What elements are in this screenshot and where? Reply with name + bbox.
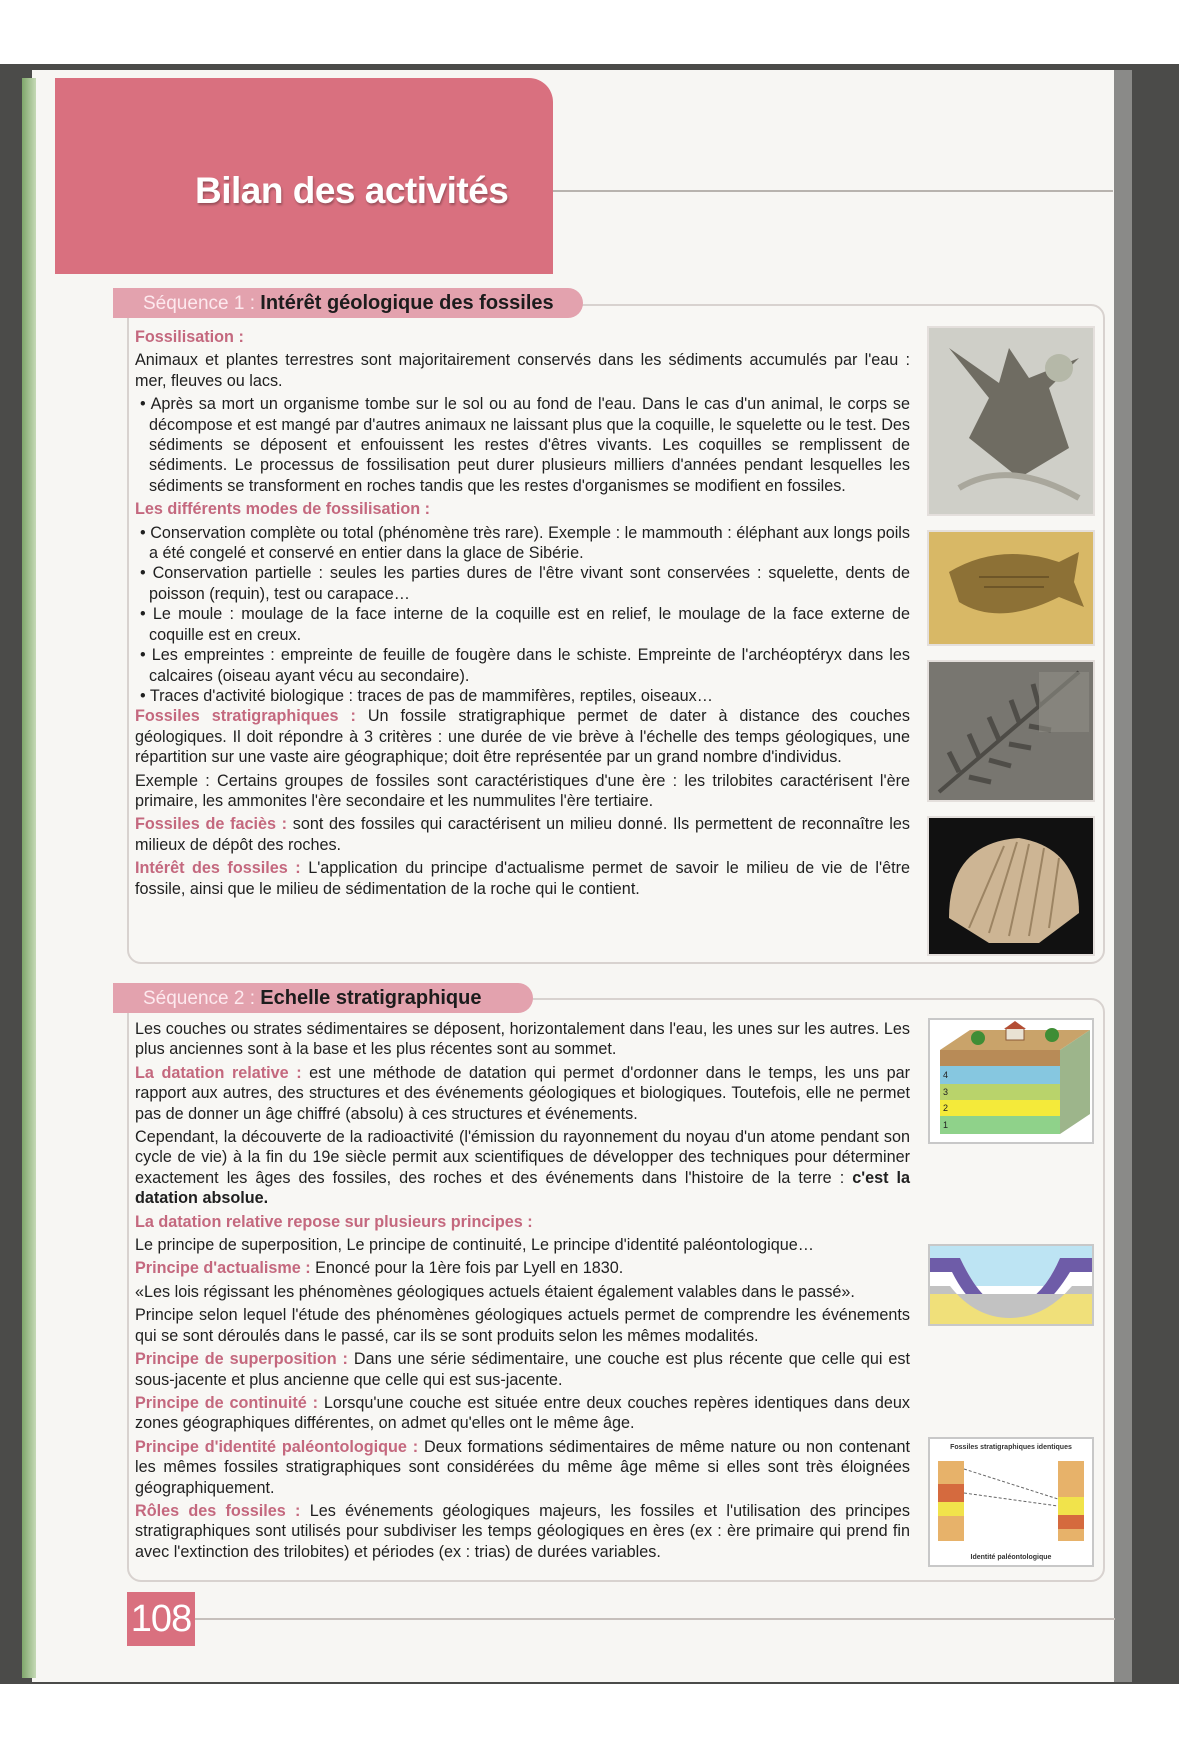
fossilisation-intro: Animaux et plantes terrestres sont majoritairement conservés dans les sédiments accumulés par l'eau : mer, fleuves ou lacs.: [135, 351, 910, 390]
superposition-diagram: [928, 1018, 1094, 1144]
sequence-1-text: [135, 327, 910, 899]
layer-number: 2: [943, 1103, 949, 1113]
page-edge-strip: [22, 78, 36, 1678]
fossilisation-process: • Après sa mort un organisme tombe sur le sol ou au fond de l'eau. Dans le cas d'un animal, le corps se décompose et est mangé par d'autres animaux ne laissant plus que la coquille, le squelette ou le test. Des sédiments se déposent et enfouissent les restes d'êtres vivants. Les coquilles se remplissent de sédiments. Le processus de fossilisation peut durer plusieurs milliers d'années pendant lesquelles les sédiments se transforment en roches tandis que les restes d'organismes se modifient en fossiles.: [140, 395, 910, 495]
fossil-photo-footprint: [927, 326, 1095, 516]
relative-dating: [135, 1063, 910, 1124]
paleontological-identity: [135, 1437, 910, 1498]
strata-intro: Les couches ou strates sédimentaires se déposent, horizontalement dans l'eau, les unes sur les autres. Les plus anciennes sont à la base et les plus récentes sont au sommet.: [135, 1020, 910, 1059]
stratigraphic-fossils-heading: Fossiles stratigraphiques :: [135, 707, 356, 726]
absolute-dating-bold: c'est la datation absolue.: [135, 1168, 910, 1208]
fossil-interest-text: L'application du principe d'actualisme permet de savoir le milieu de vie de l'être fossile, ainsi que le milieu de sédimentation de la roche qui le contient.: [135, 859, 910, 898]
sequence-2-number: Séquence 2 :: [143, 988, 255, 1009]
fossilisation-heading: Fossilisation :: [135, 328, 244, 346]
mode-item: • Les empreintes : empreinte de feuille de fougère dans le schiste. Empreinte de l'archéoptéryx dans les calcaires (oiseau ayant vécu au secondaire).: [140, 646, 910, 685]
page-title: Bilan des activités: [195, 170, 509, 211]
fossil-photo-fern: [927, 660, 1095, 802]
absolute-dating: [135, 1127, 910, 1209]
absolute-dating-text: Cependant, la découverte de la radioactivité (l'émission du rayonnement du noyau d'un atome pendant son cycle de vie) à la fin du 19e siècle permit aux scientifiques de développer des techniques pour déterminer exactement les âges des fossiles, des roches et des événements dans l'histoire de la terre :: [135, 1128, 910, 1187]
layer-number: 3: [943, 1087, 949, 1097]
relative-dating-heading: La datation relative :: [135, 1063, 302, 1082]
fossil-photo-shell: [927, 816, 1095, 956]
fossil-interest: [135, 858, 910, 899]
identity-diagram-caption: Identité paléontologique: [970, 1554, 1052, 1561]
mode-item: • Traces d'activité biologique : traces de pas de mammifères, reptiles, oiseaux…: [140, 686, 713, 705]
superposition-heading: Principe de superposition :: [135, 1350, 348, 1369]
sequence-2-title: Echelle stratigraphique: [260, 987, 482, 1009]
paleontological-identity-text: Deux formations sédimentaires de même nature ou non contenant les mêmes fossiles stratigraphiques sont considérées du même âge même si elles sont très éloignées géographiquement.: [135, 1437, 911, 1497]
actualism-quote: «Les lois régissant les phénomènes géologiques actuels étaient également valables dans le passé».: [135, 1282, 855, 1301]
mode-item: • Conservation complète ou total (phénomène très rare). Exemple : le mammouth : éléphant aux longs poils a été congelé et conservé en entier dans la glace de Sibérie.: [140, 523, 910, 563]
sequence-1-title: Intérêt géologique des fossiles: [260, 292, 554, 314]
sequence-1-tab: [113, 288, 583, 318]
facies-fossils-text: sont des fossiles qui caractérisent un milieu donné. Ils permettent de reconnaître les milieux de dépôt des roches.: [135, 815, 910, 854]
continuity-heading: Principe de continuité :: [135, 1393, 319, 1412]
sequence-2-tab: [113, 983, 533, 1013]
superposition-text: Dans une série sédimentaire, une couche est plus récente que celle qui est sous-jacente et plus ancienne que celle qui est sus-jacente.: [135, 1350, 910, 1389]
fossil-photo-fish: [927, 530, 1095, 646]
page-number: 108: [127, 1592, 195, 1646]
example-text: Exemple : Certains groupes de fossiles sont caractéristiques d'une ère : les trilobites caractérisent l'ère primaire, les ammonites l'ère secondaire et les nummulites l'ère tertiaire.: [135, 771, 910, 810]
layer-number: 4: [943, 1070, 949, 1080]
mode-item: • Conservation partielle : seules les parties dures de l'être vivant sont conservées : squelette, dents de poisson (requin), test ou carapace…: [140, 564, 910, 603]
fossil-roles: [135, 1501, 910, 1562]
identity-diagram: [928, 1437, 1094, 1567]
superposition: [135, 1349, 910, 1390]
modes-heading: Les différents modes de fossilisation :: [135, 500, 431, 519]
actualism-explanation: Principe selon lequel l'étude des phénomènes géologiques actuels permet de comprendre les événements qui se sont déroulés dans le passé, car ils se sont produits selon les mêmes modalités.: [135, 1306, 910, 1345]
continuity-text: Lorsqu'une couche est située entre deux couches repères identiques dans deux zones géographiques différentes, on admet qu'elles ont le même âge.: [135, 1393, 911, 1433]
footer-divider: [195, 1618, 1115, 1620]
mode-item: • Le moule : moulage de la face interne de la coquille est en relief, le moulage de la face externe de coquille est en creux.: [140, 605, 910, 644]
facies-fossils-heading: Fossiles de faciès :: [135, 815, 288, 834]
fossil-interest-heading: Intérêt des fossiles :: [135, 859, 301, 878]
actualism: [135, 1258, 910, 1278]
identity-diagram-title: Fossiles stratigraphiques identiques: [950, 1444, 1072, 1451]
layer-number: 1: [943, 1120, 949, 1130]
stratigraphic-fossils-text: Un fossile stratigraphique permet de dater à distance des couches géologiques. Il doit répondre à 3 critères : une durée de vie brève à l'échelle des temps géologiques, une répartition sur une vaste aire géographique; doit être représentée par un grand nombre d'individus.: [135, 707, 911, 767]
sequence-2-text: [135, 1019, 910, 1562]
actualism-text: Enoncé pour la 1ère fois par Lyell en 1830.: [310, 1259, 624, 1278]
facies-fossils: [135, 814, 910, 855]
principles-heading: La datation relative repose sur plusieurs principes :: [135, 1212, 533, 1231]
paleontological-identity-heading: Principe d'identité paléontologique :: [135, 1437, 419, 1456]
relative-dating-text: est une méthode de datation qui permet d'ordonner dans le temps, les uns par rapport aux autres, des structures et des événements géologiques et biologiques. Toutefois, elle ne permet pas de donner un âge chiffré (absolu) à ces structures et événements.: [135, 1063, 910, 1123]
fossil-roles-heading: Rôles des fossiles :: [135, 1501, 301, 1520]
principles-list: Le principe de superposition, Le principe de continuité, Le principe d'identité paléontologique…: [135, 1236, 814, 1255]
title-divider: [553, 190, 1113, 192]
continuity: [135, 1393, 910, 1434]
fossil-roles-text: Les événements géologiques majeurs, les fossiles et l'utilisation des principes stratigraphiques sont utilisés pour subdiviser les temps géologiques en ères (ex : ère primaire qui prend fin avec l'extinction des trilobites) et périodes (ex : trias) de durées variables.: [135, 1501, 910, 1561]
sequence-1-number: Séquence 1 :: [143, 293, 255, 314]
stratigraphic-fossils: [135, 706, 910, 767]
continuity-diagram: [928, 1244, 1094, 1326]
actualism-heading: Principe d'actualisme :: [135, 1259, 311, 1278]
